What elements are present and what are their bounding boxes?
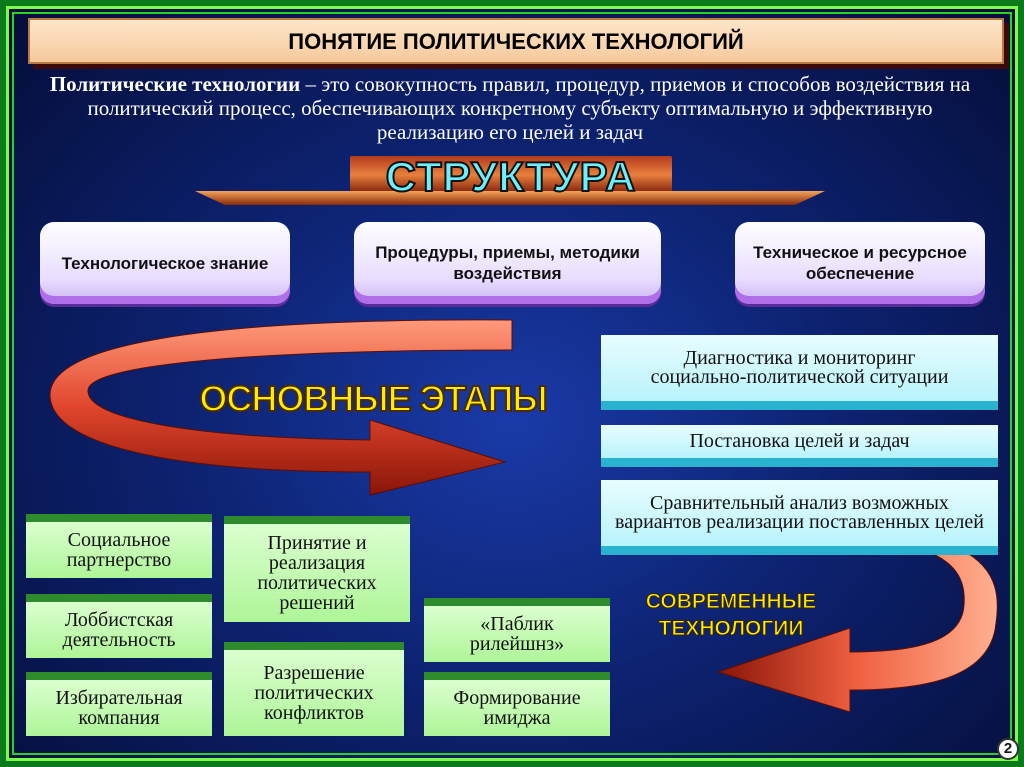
modern-item-partnership (26, 514, 212, 578)
modern-item-lobbying (26, 594, 212, 658)
stage-item-label: Постановка целей и задач (689, 430, 910, 452)
modern-item-conflicts (224, 642, 404, 736)
structure-item-label: Техническое и ресурсное обеспечение (753, 243, 967, 283)
modern-heading-line2: ТЕХНОЛОГИИ (658, 617, 804, 640)
structure-heading: СТРУКТУРА (385, 153, 637, 200)
stage-item-label: Диагностика и мониторинг социально-политической ситуации (650, 347, 949, 388)
definition-body: – это совокупность правил, процедур, приемов и способов воздействия на политический процесс, обеспечивающих конкретному субъекту оптимальную и эффективную реализацию его целей и задач (87, 72, 971, 144)
modern-item-election (26, 672, 212, 736)
modern-item-label: «Паблик рилейшнз» (469, 613, 565, 655)
page-number-badge: 2 (997, 738, 1019, 760)
modern-item-label: Формирование имиджа (453, 687, 581, 729)
modern-item-label: Избирательная компания (55, 687, 183, 729)
structure-item-label: Процедуры, приемы, методики воздействия (375, 243, 640, 283)
stage-item-diagnostics (601, 335, 998, 410)
modern-heading (616, 588, 846, 642)
modern-item-label: Социальное партнерство (66, 529, 172, 571)
stage-item-label: Сравнительный анализ возможных вариантов реализации поставленных целей (615, 492, 984, 533)
page-title: ПОНЯТИЕ ПОЛИТИЧЕСКИХ ТЕХНОЛОГИЙ (28, 18, 1004, 64)
modern-item-label: Разрешение политических конфликтов (254, 662, 374, 724)
modern-item-pr (424, 598, 610, 662)
definition-term: Политические технологии (49, 72, 301, 96)
modern-item-label: Лоббистская деятельность (62, 609, 176, 651)
structure-item-label: Технологическое знание (61, 253, 269, 273)
stage-item-goals (601, 425, 998, 467)
modern-item-decisions (224, 516, 410, 622)
stage-item-analysis (601, 480, 998, 555)
modern-item-image (424, 672, 610, 736)
modern-item-label: Принятие и реализация политических решений (257, 532, 377, 614)
stages-heading: ОСНОВНЫЕ ЭТАПЫ (199, 378, 547, 419)
modern-heading-line1: СОВРЕМЕННЫЕ (645, 590, 817, 613)
